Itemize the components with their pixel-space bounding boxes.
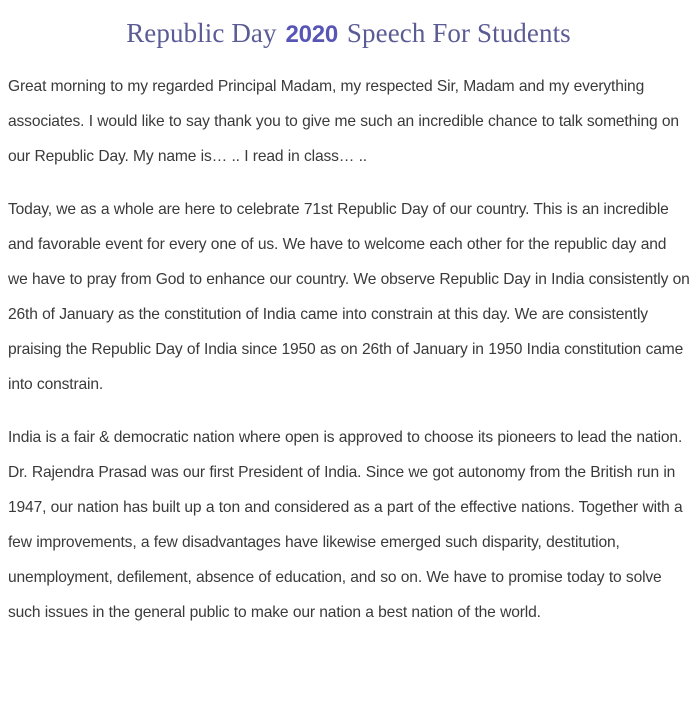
page-title [0, 0, 697, 49]
document-body [0, 69, 697, 630]
title-suffix: Speech For Students [340, 18, 571, 48]
title-prefix: Republic Day [126, 18, 284, 48]
paragraph-1: Great morning to my regarded Principal Madam, my respected Sir, Madam and my everything associates. I would like to say thank you to give me such an incredible chance to talk something on our Republic Day. My name is… .. I read in class… .. [8, 78, 679, 166]
paragraph-2: Today, we as a whole are here to celebrate 71st Republic Day of our country. This is an incredible and favorable event for every one of us. We have to welcome each other for the republic day and we have to pray from God to enhance our country. We observe Republic Day in India consistently on 26th of January as the constitution of India came into constrain at this day. We are consistently praising the Republic Day of India since 1950 as on 26th of January in 1950 India constitution came into constrain. [8, 201, 690, 394]
paragraph-3: India is a fair & democratic nation where open is approved to choose its pioneers to lead the nation. Dr. Rajendra Prasad was our first President of India. Since we got autonomy from the British run in 1947, our nation has built up a ton and considered as a part of the effective nations. Together with a few improvements, a few disadvantages have likewise emerged such disparity, destitution, unemployment, defilement, absence of education, and so on. We have to promise today to solve such issues in the general public to make our nation a best nation of the world. [8, 429, 683, 622]
title-year: 2020 [285, 21, 339, 48]
